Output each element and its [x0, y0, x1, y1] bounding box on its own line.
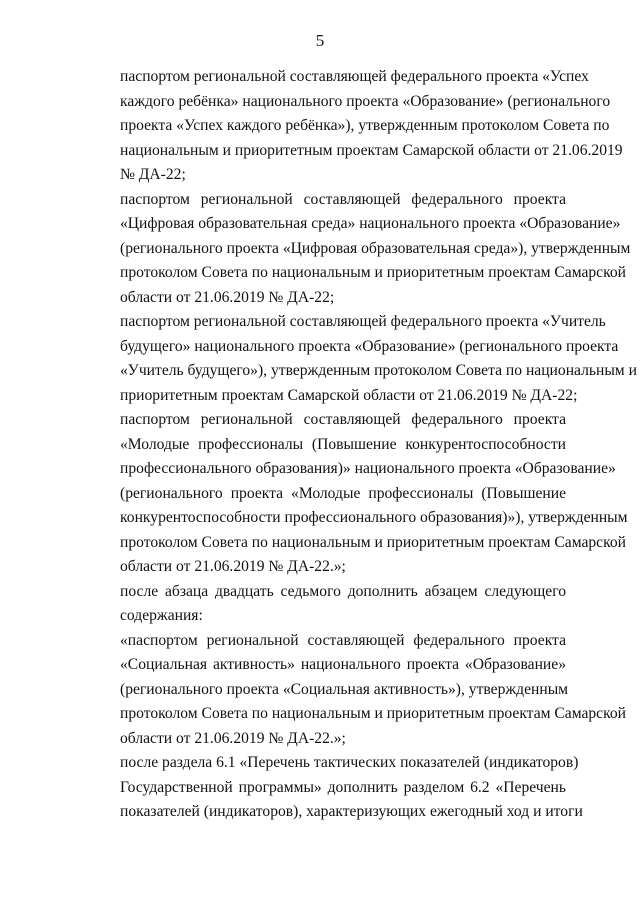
text-line: содержания:	[120, 607, 203, 624]
text-line: (регионального проекта «Социальная активность»), утвержденным	[120, 680, 569, 698]
paragraph-7	[80, 751, 583, 825]
paragraph-1	[80, 65, 623, 188]
document-body	[80, 65, 637, 825]
text-line: после раздела 6.1 «Перечень тактических показателей (индикаторов)	[120, 754, 579, 771]
text-line: профессионального образования)» национального проекта «Образование»	[120, 460, 616, 477]
text-line: паспортом региональной составляющей федерального проекта	[120, 411, 566, 428]
text-line: области от 21.06.2019 № ДА-22;	[120, 288, 335, 306]
paragraph-4	[80, 408, 628, 580]
text-line: области от 21.06.2019 № ДА-22.»;	[120, 558, 346, 575]
text-line: паспортом региональной составляющей федерального проекта «Успех	[120, 68, 589, 85]
text-line: паспортом региональной составляющей федерального проекта	[120, 190, 566, 208]
text-line: «паспортом региональной составляющей федерального проекта	[120, 631, 566, 649]
text-line: «Социальная активность» национального проекта «Образование»	[120, 656, 566, 673]
text-line: паспортом региональной составляющей федерального проекта «Учитель	[120, 313, 606, 330]
text-line: протоколом Совета по национальным и приоритетным проектам Самарской	[120, 705, 627, 722]
text-line: Государственной программы» дополнить разделом 6.2 «Перечень	[120, 778, 566, 796]
text-line: проекта «Успех каждого ребёнка»), утвержденным протоколом Совета по	[120, 117, 610, 134]
text-line: каждого ребёнка» национального проекта «Образование» (регионального	[120, 92, 611, 110]
text-line: конкурентоспособности профессионального образования)»), утвержденным	[120, 509, 628, 526]
paragraph-5	[80, 580, 566, 629]
paragraph-2	[80, 188, 631, 311]
text-line: будущего» национального проекта «Образование» (регионального проекта	[120, 337, 619, 355]
paragraph-3	[80, 310, 637, 408]
text-line: (регионального проекта «Цифровая образовательная среда»), утвержденным	[120, 239, 631, 257]
text-line: области от 21.06.2019 № ДА-22.»;	[120, 729, 346, 747]
text-line: протоколом Совета по национальным и приоритетным проектам Самарской	[120, 533, 627, 551]
page-number: 5	[315, 31, 325, 50]
text-line: № ДА-22;	[120, 166, 186, 183]
text-line: (регионального проекта «Молодые профессионалы (Повышение	[120, 484, 566, 502]
text-line: «Молодые профессионалы (Повышение конкурентоспособности	[120, 435, 566, 453]
paragraph-6	[80, 629, 627, 752]
text-line: «Цифровая образовательная среда» национального проекта «Образование»	[120, 215, 621, 232]
text-line: после абзаца двадцать седьмого дополнить абзацем следующего	[120, 582, 566, 600]
text-line: протоколом Совета по национальным и приоритетным проектам Самарской	[120, 264, 627, 281]
text-line: «Учитель будущего»), утвержденным протоколом Совета по национальным и	[120, 362, 637, 379]
text-line: приоритетным проектам Самарской области от 21.06.2019 № ДА-22;	[120, 386, 578, 404]
text-line: национальным и приоритетным проектам Самарской области от 21.06.2019	[120, 141, 623, 159]
text-line: показателей (индикаторов), характеризующих ежегодный ход и итоги	[120, 803, 583, 820]
